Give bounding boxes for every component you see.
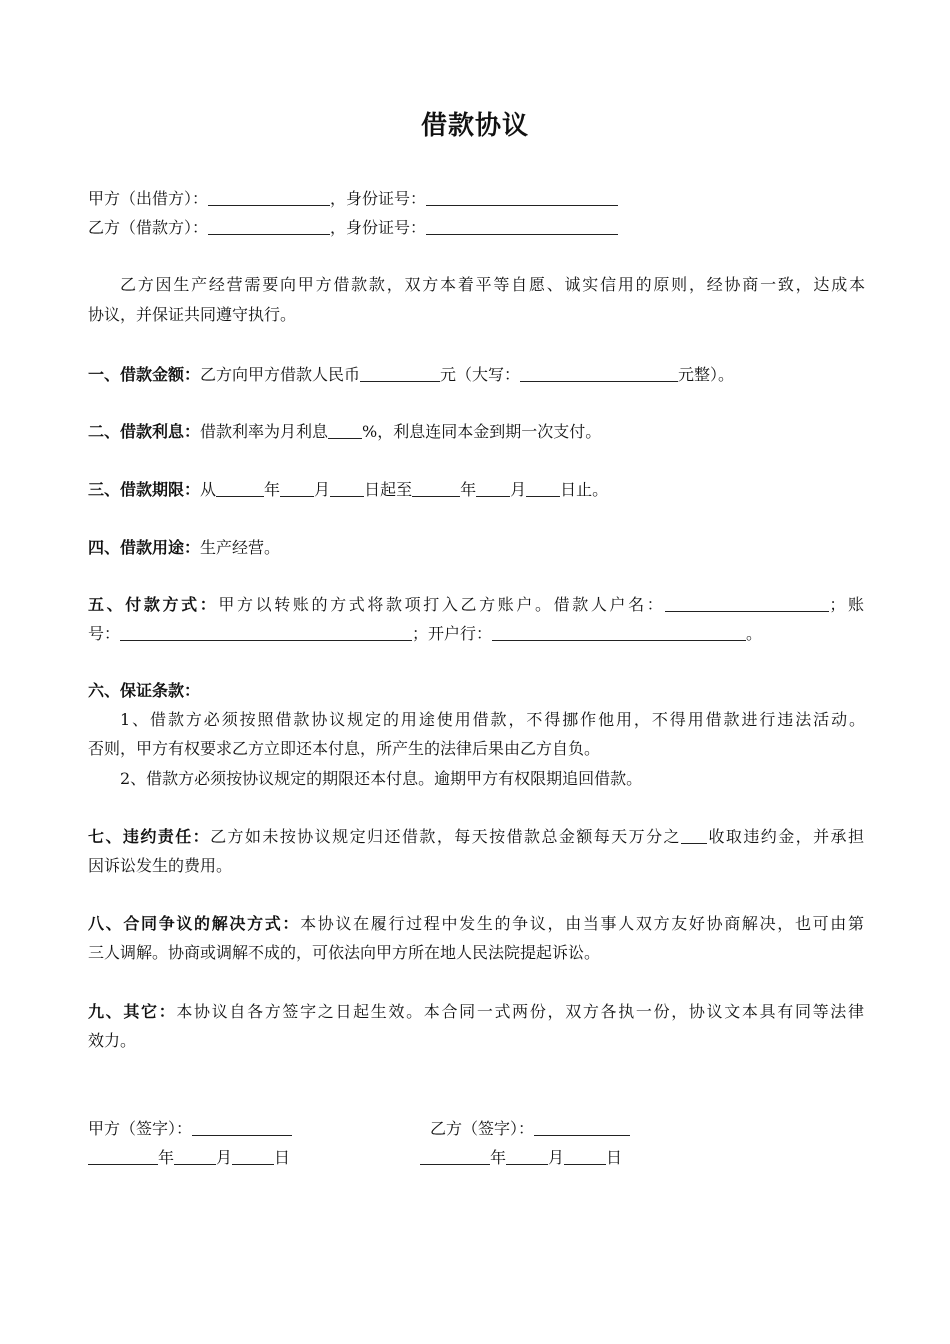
term-start-month-label: 月: [314, 480, 331, 499]
interest-rate-blank[interactable]: [328, 424, 362, 439]
party-a-month-label: 月: [216, 1148, 233, 1167]
section-payment-end: 。: [746, 624, 763, 643]
party-b-date: [420, 1147, 622, 1169]
section-payment-text-1: 甲方以转账的方式将款项打入乙方账户。借款人户名：: [218, 595, 666, 614]
section-liability-text-2: 收取违约金，并承担: [707, 827, 864, 846]
party-b-signature-label: 乙方（签字）：: [430, 1119, 535, 1138]
term-end-year-blank[interactable]: [412, 482, 460, 497]
preamble-line-1: 乙方因生产经营需要向甲方借款款，双方本着平等自愿、诚实信用的原则，经协商一致，达成本: [120, 275, 865, 294]
section-liability-line-1: [88, 826, 864, 848]
preamble-line-2: 协议，并保证共同遵守执行。: [88, 305, 297, 324]
term-start-year-label: 年: [264, 480, 281, 499]
party-b-line: [88, 217, 868, 239]
party-b-name-blank[interactable]: [208, 220, 330, 235]
amount-words-blank[interactable]: [520, 367, 678, 382]
party-b-year-blank[interactable]: [420, 1150, 490, 1165]
amount-number-blank[interactable]: [360, 367, 440, 382]
party-a-year-label: 年: [158, 1148, 175, 1167]
penalty-rate-blank[interactable]: [681, 829, 707, 844]
party-a-year-blank[interactable]: [88, 1150, 158, 1165]
section-dispute-line-2: 三人调解。协商或调解不成的，可依法向甲方所在地人民法院提起诉讼。: [88, 943, 601, 962]
account-name-blank[interactable]: [665, 597, 829, 612]
section-amount-text-2: 元（大写：: [440, 365, 521, 384]
party-b-day-blank[interactable]: [564, 1150, 606, 1165]
party-a-day-label: 日: [274, 1148, 291, 1167]
term-end-month-blank[interactable]: [476, 482, 510, 497]
section-term-head: 三、借款期限：: [88, 480, 201, 499]
party-a-signature-blank[interactable]: [192, 1121, 292, 1136]
party-a-name-blank[interactable]: [208, 191, 330, 206]
party-a-date: [88, 1147, 290, 1169]
term-end-day-label: 日止。: [560, 480, 609, 499]
term-start-year-blank[interactable]: [216, 482, 264, 497]
party-b-id-label: ，身份证号：: [330, 218, 427, 237]
party-a-label: 甲方（出借方）：: [88, 189, 209, 208]
section-guarantee-head: 六、保证条款：: [88, 681, 201, 700]
section-dispute-line-1: [88, 913, 864, 935]
section-liability-text-1: 乙方如未按协议规定归还借款，每天按借款总金额每天万分之: [210, 827, 681, 846]
party-b-signature-blank[interactable]: [534, 1121, 630, 1136]
section-other-line-1: [88, 1001, 864, 1023]
term-end-year-label: 年: [460, 480, 477, 499]
section-amount: [88, 364, 868, 386]
section-dispute-text-1: 本协议在履行过程中发生的争议，由当事人双方友好协商解决，也可由第: [300, 914, 864, 933]
section-purpose-head: 四、借款用途：: [88, 538, 201, 557]
section-amount-head: 一、借款金额：: [88, 365, 201, 384]
term-end-month-label: 月: [510, 480, 527, 499]
section-interest-text-2: %，利息连同本金到期一次支付。: [362, 422, 602, 441]
bank-label: ；开户行：: [412, 624, 493, 643]
party-a-day-blank[interactable]: [232, 1150, 274, 1165]
guarantee-clause-1a: 1、借款方必须按照借款协议规定的用途使用借款，不得挪作他用，不得用借款进行违法活动。: [120, 710, 865, 729]
party-b-id-blank[interactable]: [426, 220, 618, 235]
section-other-head: 九、其它：: [88, 1002, 177, 1021]
section-other-text-1: 本协议自各方签字之日起生效。本合同一式两份，双方各执一份，协议文本具有同等法律: [176, 1002, 864, 1021]
party-b-signature: [430, 1118, 630, 1140]
term-end-day-blank[interactable]: [526, 482, 560, 497]
party-a-signature-label: 甲方（签字）：: [88, 1119, 193, 1138]
account-number-blank[interactable]: [120, 626, 412, 641]
section-payment-line-2: [88, 623, 868, 645]
party-a-signature: [88, 1118, 292, 1140]
section-interest: [88, 421, 868, 443]
account-number-label: 号：: [88, 624, 121, 643]
section-liability-head: 七、违约责任：: [88, 827, 211, 846]
party-b-year-label: 年: [490, 1148, 507, 1167]
section-purpose-text: 生产经营。: [200, 538, 281, 557]
party-a-id-label: ，身份证号：: [330, 189, 427, 208]
term-start-day-label: 日起至: [364, 480, 413, 499]
bank-blank[interactable]: [492, 626, 746, 641]
section-payment-line-1: [88, 594, 864, 616]
term-start-month-blank[interactable]: [280, 482, 314, 497]
party-b-label: 乙方（借款方）：: [88, 218, 209, 237]
party-a-month-blank[interactable]: [174, 1150, 216, 1165]
term-start-day-blank[interactable]: [330, 482, 364, 497]
section-payment-head: 五、付款方式：: [88, 595, 219, 614]
party-b-month-label: 月: [548, 1148, 565, 1167]
section-interest-head: 二、借款利息：: [88, 422, 201, 441]
party-b-day-label: 日: [606, 1148, 623, 1167]
section-dispute-head: 八、合同争议的解决方式：: [88, 914, 301, 933]
section-amount-text-1: 乙方向甲方借款人民币: [200, 365, 361, 384]
party-a-id-blank[interactable]: [426, 191, 618, 206]
section-guarantee: [88, 680, 868, 702]
section-purpose: [88, 537, 868, 559]
party-a-line: [88, 188, 868, 210]
section-other-line-2: 效力。: [88, 1031, 137, 1050]
section-interest-text-1: 借款利率为月利息: [200, 422, 329, 441]
section-term: [88, 479, 868, 501]
section-amount-text-3: 元整）。: [678, 365, 735, 384]
document-title: 借款协议: [420, 111, 529, 141]
guarantee-clause-2: 2、借款方必须按协议规定的期限还本付息。逾期甲方有权限期追回借款。: [120, 769, 643, 788]
party-b-month-blank[interactable]: [506, 1150, 548, 1165]
term-from-label: 从: [200, 480, 217, 499]
section-payment-text-2: ；账: [829, 595, 864, 614]
guarantee-clause-1b: 否则，甲方有权要求乙方立即还本付息，所产生的法律后果由乙方自负。: [88, 739, 601, 758]
section-liability-line-2: 因诉讼发生的费用。: [88, 856, 233, 875]
